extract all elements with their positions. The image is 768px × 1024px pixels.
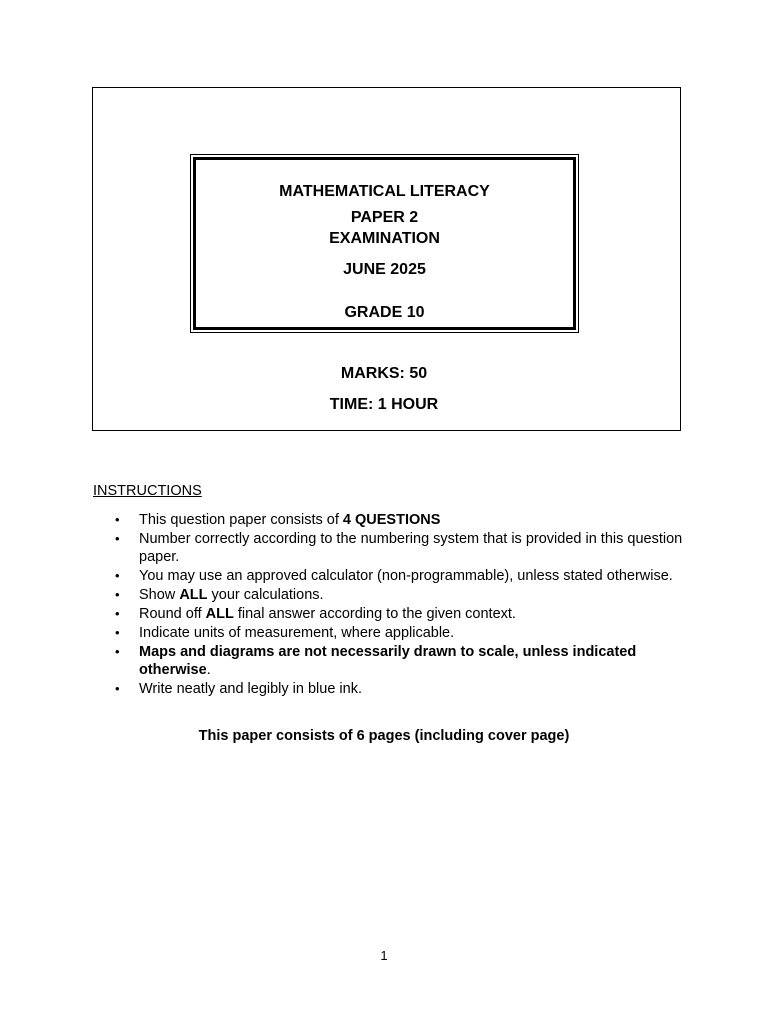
bullet-icon: • xyxy=(115,568,120,583)
instruction-text: Write neatly and legibly in blue ink. xyxy=(139,681,362,697)
pages-note: This paper consists of 6 pages (including cover page) xyxy=(198,728,570,744)
exam-date: JUNE 2025 xyxy=(343,261,426,278)
instruction-item xyxy=(93,643,683,679)
bullet-icon: • xyxy=(115,587,120,602)
instruction-text: Indicate units of measurement, where applicable. xyxy=(139,625,455,641)
instruction-item xyxy=(93,605,683,623)
bullet-icon: • xyxy=(115,512,120,527)
instruction-emphasis: ALL xyxy=(205,606,234,622)
instruction-item xyxy=(93,567,683,585)
instruction-item xyxy=(93,586,683,604)
instructions-list xyxy=(93,511,683,699)
instruction-text: Round off xyxy=(139,606,206,622)
instruction-item xyxy=(93,511,683,529)
instruction-text-end: final answer according to the given context. xyxy=(233,606,516,622)
bullet-icon: • xyxy=(115,644,120,659)
bullet-icon: • xyxy=(115,625,120,640)
title-box-inner xyxy=(193,157,576,330)
instruction-emphasis: Maps and diagrams are not necessarily drawn to scale, unless indicated otherwise xyxy=(139,644,637,678)
instruction-text: This question paper consists of xyxy=(139,512,343,528)
exam-type: EXAMINATION xyxy=(329,230,440,247)
instruction-item xyxy=(93,530,683,566)
subject-title: MATHEMATICAL LITERACY xyxy=(279,183,490,200)
instruction-item xyxy=(93,624,683,642)
paper-number: PAPER 2 xyxy=(350,209,419,226)
instruction-text-end: . xyxy=(206,662,211,678)
title-box xyxy=(190,154,579,333)
grade-label: GRADE 10 xyxy=(344,304,425,321)
marks-label: MARKS: 50 xyxy=(340,365,428,382)
instruction-text-end: your calculations. xyxy=(207,587,324,603)
bullet-icon: • xyxy=(115,681,120,696)
instruction-emphasis: ALL xyxy=(179,587,208,603)
time-label: TIME: 1 HOUR xyxy=(329,396,439,413)
instruction-text: You may use an approved calculator (non-programmable), unless stated otherwise. xyxy=(139,568,673,584)
instructions-heading: INSTRUCTIONS xyxy=(93,483,202,499)
bullet-icon: • xyxy=(115,606,120,621)
instruction-text: Show xyxy=(139,587,180,603)
instruction-text: Number correctly according to the numbering system that is provided in this question paper. xyxy=(139,531,683,565)
bullet-icon: • xyxy=(115,531,120,546)
instruction-item xyxy=(93,680,683,698)
page-number: 1 xyxy=(380,948,388,963)
instruction-emphasis: 4 QUESTIONS xyxy=(342,512,441,528)
